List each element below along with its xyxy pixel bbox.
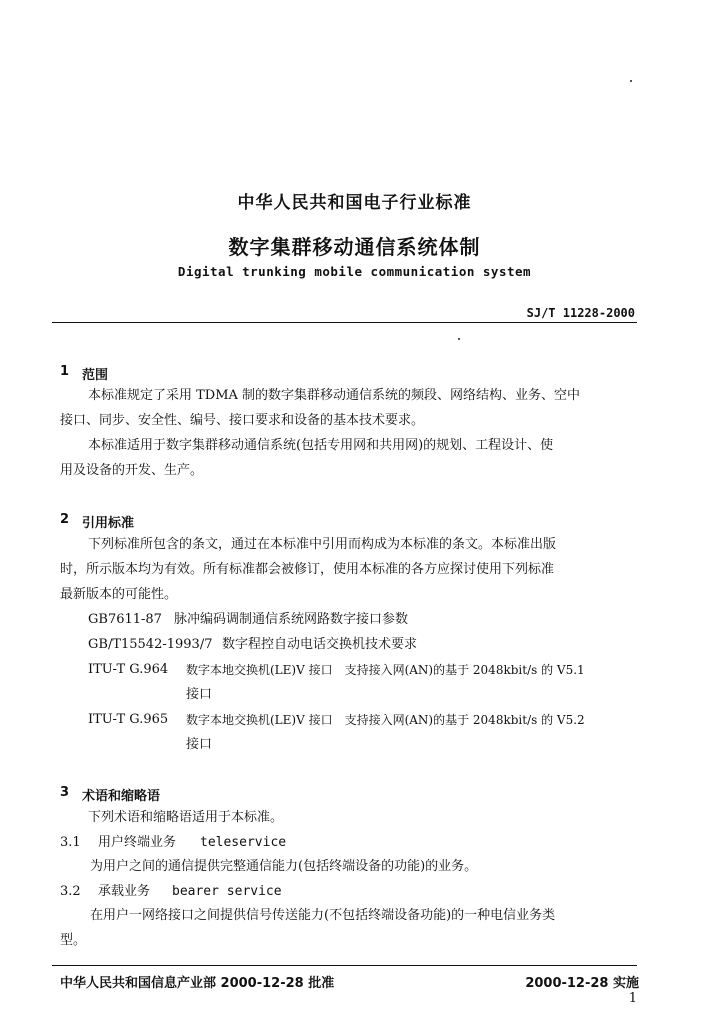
scan-speck	[630, 80, 632, 82]
reference-code: GB7611-87	[88, 612, 162, 627]
section-2-paragraph-line-3: 最新版本的可能性。	[60, 587, 178, 602]
reference-code: GB/T15542-1993/7	[88, 637, 213, 652]
section-1-number: 1	[60, 364, 70, 379]
section-2-title: 引用标准	[82, 516, 135, 531]
approval-line: 中华人民共和国信息产业部 2000-12-28 批准	[60, 976, 335, 991]
reference-title: 脉冲编码调制通信系统网路数字接口参数	[174, 612, 409, 627]
clause-3-1-term: 用户终端业务	[98, 835, 177, 850]
clause-3-1-term-en: teleservice	[200, 835, 287, 850]
reference-title-continuation: 接口	[186, 737, 213, 752]
document-title-en: Digital trunking mobile communication system	[177, 264, 532, 279]
footer-rule	[52, 965, 637, 966]
section-1-title: 范围	[82, 368, 109, 383]
section-1-paragraph-1-line-1: 本标准规定了采用 TDMA 制的数字集群移动通信系统的频段、网络结构、业务、空中	[88, 388, 581, 403]
industry-standard-heading: 中华人民共和国电子行业标准	[237, 193, 472, 213]
implementation-date: 2000-12-28 实施	[525, 976, 639, 991]
section-3-title: 术语和缩略语	[82, 789, 161, 804]
clause-3-2-definition-line-2: 型。	[60, 933, 87, 948]
clause-3-2-definition-line-1: 在用户一网络接口之间提供信号传送能力(不包括终端设备功能)的一种电信业务类	[90, 908, 556, 923]
reference-title: 数字本地交换机(LE)V 接口 支持接入网(AN)的基于 2048kbit/s 的 V5.1	[186, 663, 585, 677]
clause-3-2-number: 3.2	[60, 884, 81, 899]
section-1-paragraph-2-line-1: 本标准适用于数字集群移动通信系统(包括专用网和共用网)的规划、工程设计、使	[88, 438, 554, 453]
standard-number: SJ/T 11228-2000	[526, 306, 635, 320]
reference-title: 数字本地交换机(LE)V 接口 支持接入网(AN)的基于 2048kbit/s 的 V5.2	[186, 713, 585, 727]
section-1-paragraph-2-line-2: 用及设备的开发、生产。	[60, 463, 204, 478]
scan-speck	[458, 338, 460, 340]
clause-3-2-term-en: bearer service	[172, 884, 282, 899]
section-2-paragraph-line-2: 时，所示版本均为有效。所有标准都会被修订，使用本标准的各方应探讨使用下列标准	[60, 562, 555, 577]
clause-3-2-term: 承载业务	[98, 884, 151, 899]
section-3-number: 3	[60, 785, 70, 800]
section-1-paragraph-1-line-2: 接口、同步、安全性、编号、接口要求和设备的基本技术要求。	[60, 413, 425, 428]
page-number: 1	[628, 991, 637, 1006]
section-2-paragraph-line-1: 下列标准所包含的条文，通过在本标准中引用而构成为本标准的条文。本标准出版	[88, 537, 557, 552]
document-title-cn: 数字集群移动通信系统体制	[228, 235, 481, 259]
reference-code: ITU-T G.964	[88, 662, 169, 677]
section-3-intro: 下列术语和缩略语适用于本标准。	[88, 810, 284, 825]
reference-code: ITU-T G.965	[88, 712, 169, 727]
clause-3-1-definition: 为用户之间的通信提供完整通信能力(包括终端设备的功能)的业务。	[90, 859, 478, 874]
reference-title-continuation: 接口	[186, 687, 213, 702]
section-2-number: 2	[60, 512, 70, 527]
reference-title: 数字程控自动电话交换机技术要求	[222, 637, 418, 652]
header-rule	[52, 322, 637, 323]
clause-3-1-number: 3.1	[60, 835, 81, 850]
